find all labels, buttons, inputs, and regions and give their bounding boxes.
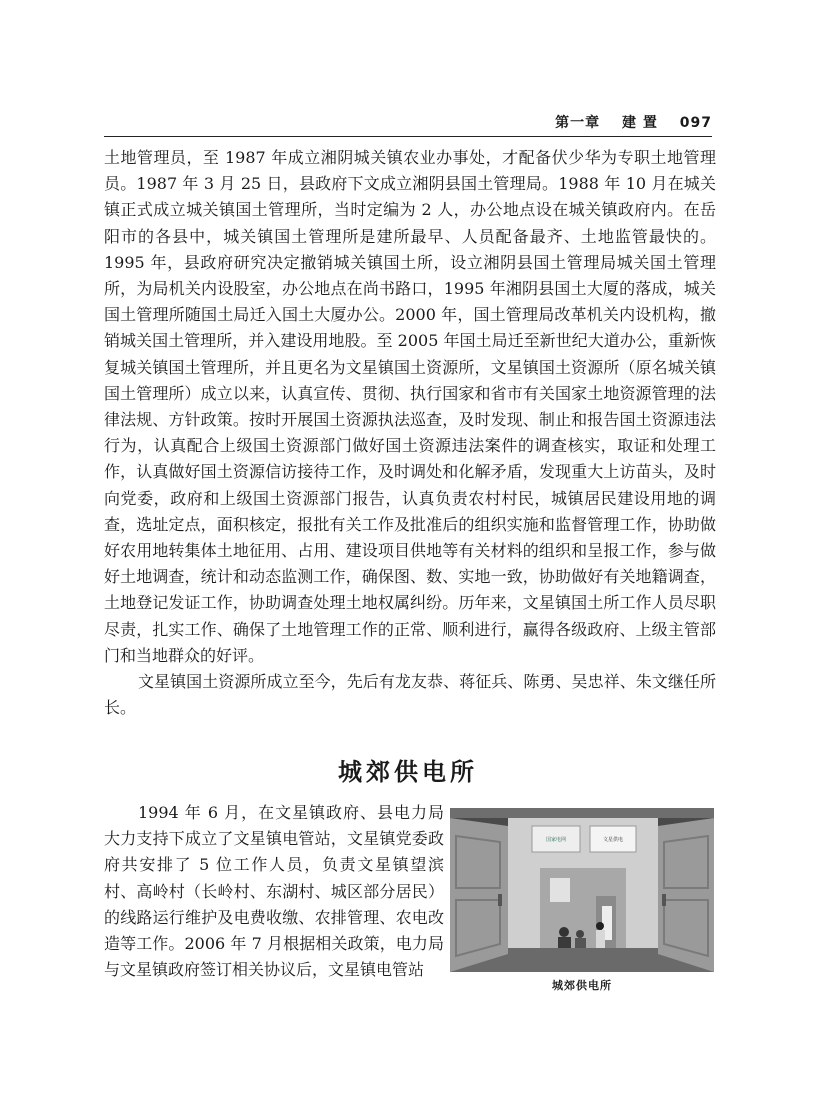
- header-rule: [104, 136, 712, 137]
- chapter-title: 建 置: [622, 115, 658, 131]
- section-heading: 城郊供电所: [338, 758, 478, 786]
- photo-caption: 城郊供电所: [552, 979, 612, 992]
- page-number: 097: [679, 115, 712, 131]
- main-text: [104, 145, 716, 721]
- section-text: [104, 800, 444, 983]
- running-header: [0, 112, 712, 132]
- power-station-photo: [450, 808, 714, 972]
- chapter-number: 第一章: [555, 115, 601, 131]
- paragraph: 土地管理员，至 1987 年成立湘阴城关镇农业办事处，才配备伏少华为专职土地管理员。1987 年 3 月 25 日，县政府下文成立湘阴县国土管理局。1988 年 10 月在城关镇正式成立城关镇国土管理所，当时定编为 2 人，办公地点设在城关镇政府内。在岳阳市的各县中，城关镇国土管理所是建所最早、人员配备最齐、土地监管最快的。1995 年，县政府研究决定撤销城关镇国土所，设立湘阴县国土管理局城关国土管理所，为局机关内设股室，办公地点在尚书路口，1995 年湘阴县国土大厦的落成，城关国土管理所随国土局迁入国土大厦办公。2000 年，国土管理局改革机关内设机构，撤销城关国土管理所，并入建设用地股。至 2005 年国土局迁至新世纪大道办公，重新恢复城关镇国土管理所，并且更名为文星镇国土资源所，文星镇国土资源所（原名城关镇国土管理所）成立以来，认真宣传、贯彻、执行国家和省市有关国家土地资源管理的法律法规、方针政策。按时开展国土资源执法巡查，及时发现、制止和报告国土资源违法行为，认真配合上级国土资源部门做好国土资源违法案件的调查核实，取证和处理工作，认真做好国土资源信访接待工作，及时调处和化解矛盾，发现重大上访苗头，及时向党委，政府和上级国土资源部门报告，认真负责农村村民，城镇居民建设用地的调查，选址定点，面积核定，报批有关工作及批准后的组织实施和监督管理工作，协助做好农用地转集体土地征用、占用、建设项目供地等有关材料的组织和呈报工作，参与做好土地调查，统计和动态监测工作，确保图、数、实地一致，协助做好有关地籍调查，土地登记发证工作，协助调查处理土地权属纠纷。历年来，文星镇国土所工作人员尽职尽责，扎实工作、确保了土地管理工作的正常、顺利进行，赢得各级政府、上级主管部门和当地群众的好评。: [104, 148, 716, 665]
- paragraph: 文星镇国土资源所成立至今，先后有龙友恭、蒋征兵、陈勇、吴忠祥、朱文继任所长。: [104, 672, 716, 718]
- paragraph: 1994 年 6 月，在文星镇政府、县电力局大力支持下成立了文星镇电管站，文星镇党委政府共安排了 5 位工作人员，负责文星镇望滨村、高岭村（长岭村、东湖村、城区部分居民）的线路运行维护及电费收缴、农排管理、农电改造等工作。2006 年 7 月根据相关政策，电力局与文星镇政府签订相关协议后，文星镇电管站: [104, 803, 444, 980]
- sign-text-right: 文星供电: [602, 837, 624, 843]
- sign-text-left: 国家电网: [545, 837, 567, 843]
- photo-illustration: [450, 808, 714, 972]
